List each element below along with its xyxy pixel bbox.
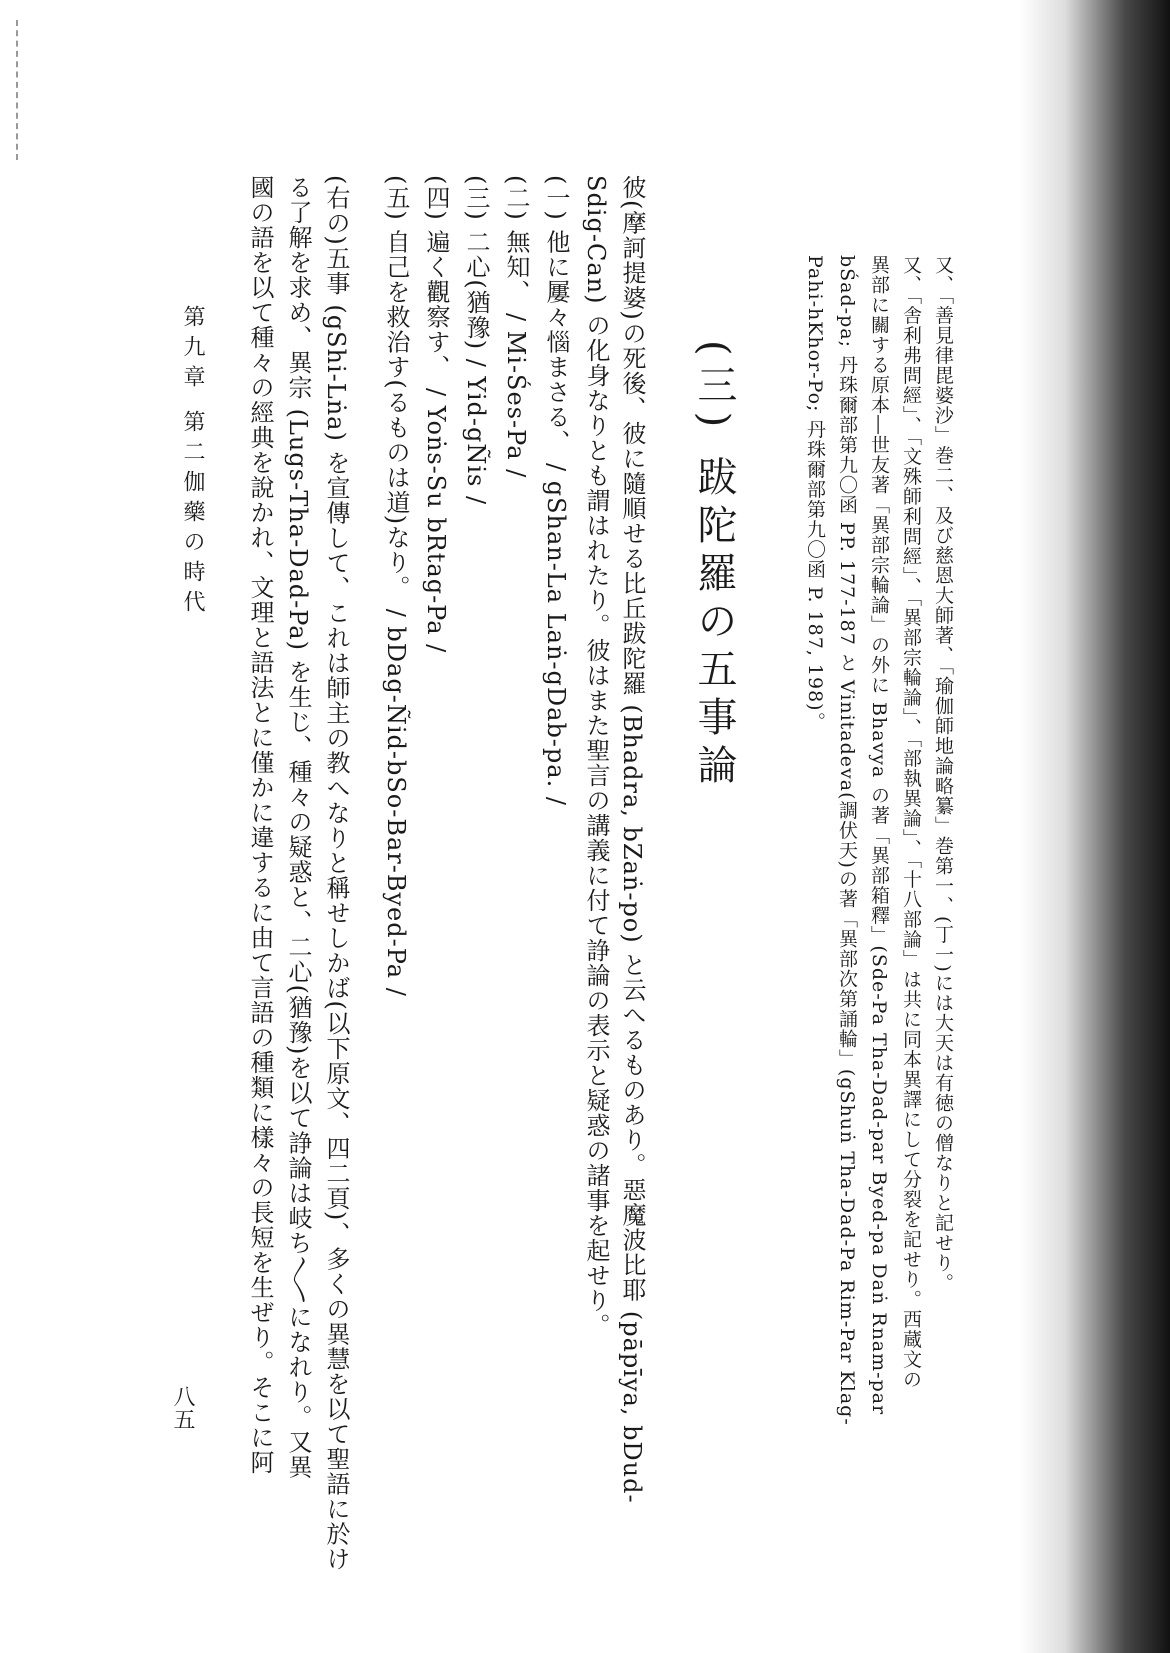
running-footer: 第九章 第二伽藥の時代	[180, 305, 205, 620]
body-line: (右の)五事 (gShi-Lṅa) を宣傳して、これは師主の教へなりと稱せしかば(以下原文、四二頁)、多くの異慧を以て聖語に於け	[322, 175, 350, 1572]
list-item: (二) 無知、 / Mi-Śes-Pa /	[502, 175, 530, 479]
book-spine-shadow	[1020, 0, 1170, 1653]
list-item: (五) 自己を救治す(るものは道)なり。 / bDag-Ñid-bSo-Bar-Byed-Pa /	[382, 175, 410, 997]
page-number: 八五	[170, 1385, 195, 1431]
page-edge-mark	[16, 20, 20, 160]
section-title: (三) 跋陀羅の五事論	[691, 340, 737, 792]
footnote-line: 又、「舎利弗問經」、「文殊師利問經」、「異部宗輪論」、「部執異論」、「十八部論」は共に同本異譯にして分裂を記せり。西蔵文の	[900, 255, 922, 1390]
body-line: 國の語を以て種々の經典を說かれ、文理と語法とに僅かに違するに由て言語の種類に樣々の長短を生ぜり。そこに阿	[246, 175, 274, 1475]
footnote-line: Pahi-hKhor-Po; 丹珠爾部第九〇函 P. 187, 198)。	[804, 255, 826, 732]
footnote-line: 又、「善見律毘婆沙」巻二、及び慈恩大師著、「瑜伽師地論略纂」巻第一、(丁一)には大天は有徳の僧なりと記せり。	[932, 255, 954, 1293]
list-item: (一) 他に屢々惱まさる、 / gShan-La Laṅ-gDab-pa. /	[542, 175, 570, 806]
body-line: る了解を求め、異宗 (Lugs-Tha-Dad-Pa) を生じ、種々の疑惑と、二心(猶豫)を以て諍論は岐ち〳〵になれり。又異	[284, 175, 312, 1480]
footnote-line: bŚad-pa; 丹珠爾部第九〇函 PP. 177-187 と Vinitadeva(調伏天)の著「異部次第誦輪」(gShuṅ Tha-Dad-Pa Rim-Par Klag-	[836, 255, 858, 1426]
list-item: (四) 遍く觀察す、 / Yoṅs-Su bRtag-Pa /	[422, 175, 450, 654]
body-line: Sdig-Can) の化身なりとも謂はれたり。彼はまた聖言の講義に付て諍論の表示と疑惑の諸事を起せり。	[582, 175, 610, 1339]
body-line: 彼(摩訶提婆)の死後、彼に隨順せる比丘跋陀羅 (Bhadra, bZaṅ-po) と云へるものあり。惡魔波比耶 (pāpīya, bDud-	[618, 175, 646, 1504]
footnote-line: 異部に關する原本―世友著「異部宗輪論」の外に Bhavya の著「異部箱釋」(Sde-Pa Tha-Dad-par Byed-pa Daṅ Rnam-par	[868, 255, 890, 1416]
list-item: (三) 二心(猶豫) / Yid-gÑis /	[462, 175, 490, 506]
